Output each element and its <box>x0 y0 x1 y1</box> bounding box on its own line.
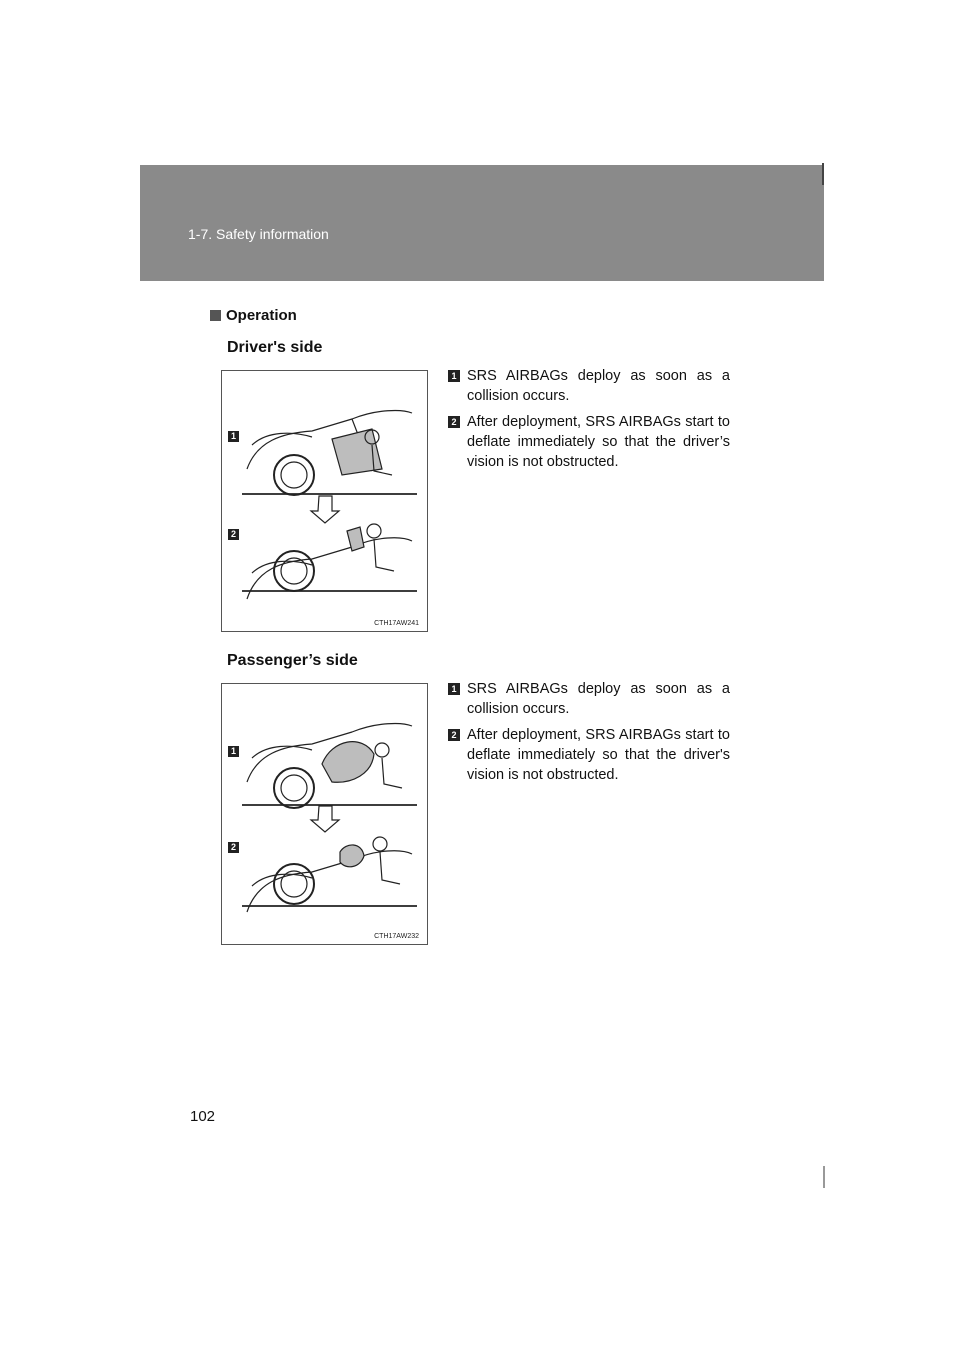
chapter-title: 1-7. Safety information <box>188 226 329 242</box>
figure-badge-2: 2 <box>228 529 239 540</box>
drivers-side-illustration <box>221 370 428 632</box>
chapter-header <box>140 165 824 281</box>
square-bullet-icon <box>210 310 221 321</box>
list-item <box>448 366 730 406</box>
step-number-badge: 1 <box>448 683 460 695</box>
list-item <box>448 725 730 785</box>
figure-badge-1: 1 <box>228 746 239 757</box>
figure-badge-2: 2 <box>228 842 239 853</box>
list-item <box>448 412 730 472</box>
airbag-deploy-diagram <box>222 684 427 944</box>
page-edge-mark <box>823 1166 825 1188</box>
airbag-deploy-diagram <box>222 371 427 631</box>
header-corner-mark <box>822 163 824 185</box>
list-item <box>448 679 730 719</box>
passengers-side-illustration <box>221 683 428 945</box>
step-text: After deployment, SRS AIRBAGs start to deflate immediately so that the driver’s vision is not obstructed. <box>467 414 730 470</box>
step-text: SRS AIRBAGs deploy as soon as a collision occurs. <box>467 681 730 717</box>
step-number-badge: 2 <box>448 729 460 741</box>
section-title-text: Operation <box>226 307 297 324</box>
drivers-side-heading: Driver's side <box>227 339 323 356</box>
figure-code: CTH17AW241 <box>374 620 419 627</box>
step-number-badge: 2 <box>448 416 460 428</box>
step-number-badge: 1 <box>448 370 460 382</box>
passengers-side-steps <box>448 679 730 791</box>
section-title <box>210 307 297 324</box>
drivers-side-steps <box>448 366 730 478</box>
step-text: After deployment, SRS AIRBAGs start to deflate immediately so that the driver's vision is not obstructed. <box>467 727 730 783</box>
page-number: 102 <box>190 1108 216 1125</box>
figure-code: CTH17AW232 <box>374 933 419 940</box>
passengers-side-heading: Passenger’s side <box>227 652 358 669</box>
step-text: SRS AIRBAGs deploy as soon as a collision occurs. <box>467 368 730 404</box>
figure-badge-1: 1 <box>228 431 239 442</box>
